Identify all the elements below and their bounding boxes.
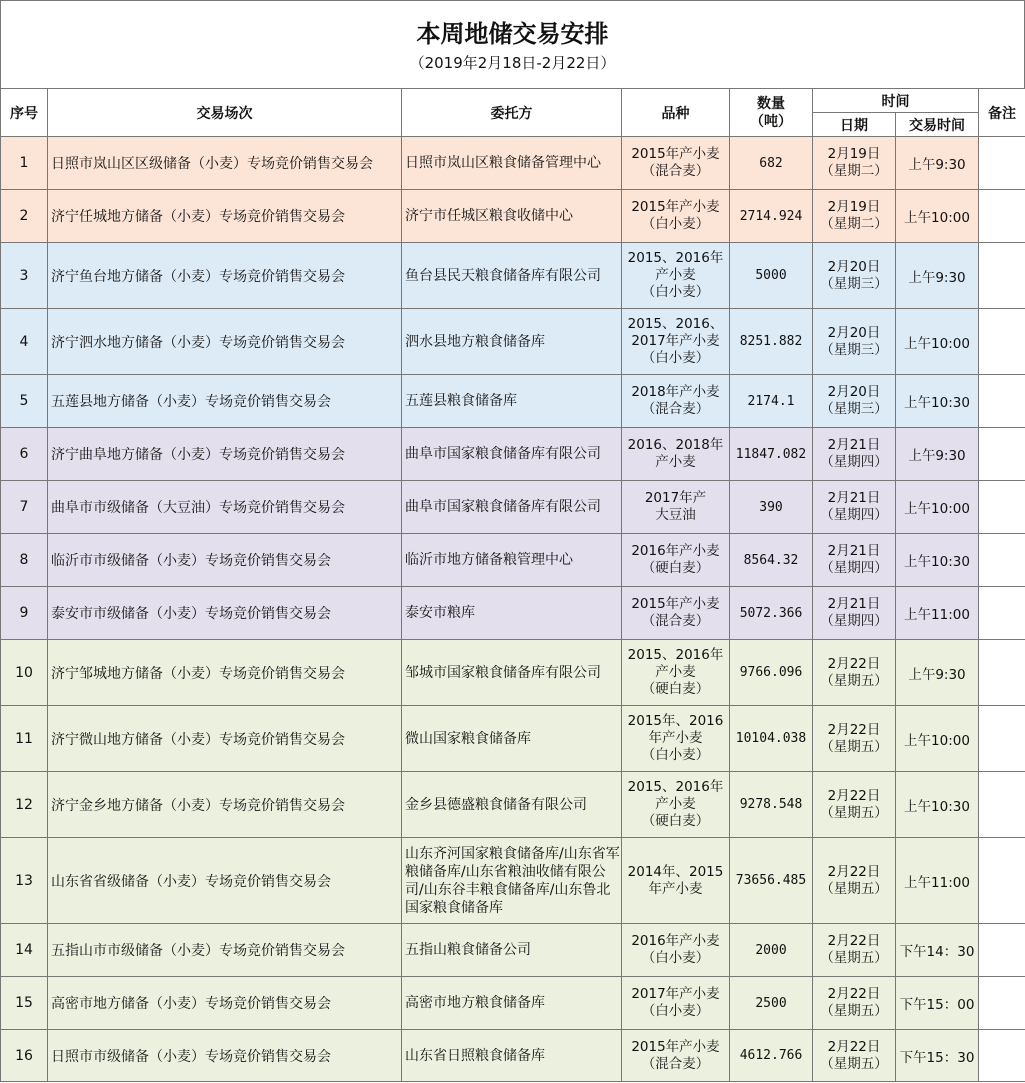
row-date: 2月21日 （星期四） <box>813 481 896 534</box>
row-note <box>979 375 1025 428</box>
row-quantity: 682 <box>730 137 813 190</box>
row-note <box>979 243 1025 309</box>
header-variety: 品种 <box>622 89 730 137</box>
table-row <box>1 137 1025 190</box>
row-date: 2月21日 （星期四） <box>813 428 896 481</box>
row-no: 14 <box>1 924 48 977</box>
row-no: 11 <box>1 706 48 772</box>
row-no: 9 <box>1 587 48 640</box>
row-note <box>979 309 1025 375</box>
row-quantity: 10104.038 <box>730 706 813 772</box>
row-quantity: 2714.924 <box>730 190 813 243</box>
page-title: 本周地储交易安排 <box>416 20 609 48</box>
row-date: 2月22日 （星期五） <box>813 1030 896 1082</box>
row-session: 五指山市市级储备（小麦）专场竞价销售交易会 <box>48 924 402 977</box>
row-no: 3 <box>1 243 48 309</box>
row-note <box>979 924 1025 977</box>
title-block <box>0 0 1025 88</box>
row-time: 上午10:00 <box>896 706 979 772</box>
row-session: 济宁微山地方储备（小麦）专场竞价销售交易会 <box>48 706 402 772</box>
row-no: 13 <box>1 838 48 924</box>
row-client: 五指山粮食储备公司 <box>402 924 622 977</box>
row-time: 上午9:30 <box>896 243 979 309</box>
row-variety: 2016、2018年 产小麦 <box>622 428 730 481</box>
row-client: 鱼台县民天粮食储备库有限公司 <box>402 243 622 309</box>
row-session: 五莲县地方储备（小麦）专场竞价销售交易会 <box>48 375 402 428</box>
table-row <box>1 706 1025 772</box>
row-no: 2 <box>1 190 48 243</box>
row-no: 16 <box>1 1030 48 1082</box>
row-quantity: 9278.548 <box>730 772 813 838</box>
table-row <box>1 772 1025 838</box>
row-date: 2月20日 （星期三） <box>813 375 896 428</box>
row-quantity: 8251.882 <box>730 309 813 375</box>
row-time: 上午11:00 <box>896 587 979 640</box>
row-session: 济宁泗水地方储备（小麦）专场竞价销售交易会 <box>48 309 402 375</box>
row-client: 微山国家粮食储备库 <box>402 706 622 772</box>
row-note <box>979 1030 1025 1082</box>
row-session: 济宁任城地方储备（小麦）专场竞价销售交易会 <box>48 190 402 243</box>
row-time: 上午10:00 <box>896 190 979 243</box>
row-variety: 2015年产小麦 （混合麦） <box>622 1030 730 1082</box>
header-session: 交易场次 <box>48 89 402 137</box>
row-variety: 2015年产小麦 （混合麦） <box>622 587 730 640</box>
row-date: 2月22日 （星期五） <box>813 977 896 1030</box>
row-session: 济宁曲阜地方储备（小麦）专场竞价销售交易会 <box>48 428 402 481</box>
table-row <box>1 1030 1025 1082</box>
row-client: 曲阜市国家粮食储备库有限公司 <box>402 481 622 534</box>
schedule-table <box>0 88 1025 1082</box>
row-variety: 2017年产 大豆油 <box>622 481 730 534</box>
header-date: 日期 <box>813 113 896 137</box>
table-row <box>1 375 1025 428</box>
row-note <box>979 640 1025 706</box>
table-row <box>1 640 1025 706</box>
row-time: 上午9:30 <box>896 640 979 706</box>
row-time: 上午10:30 <box>896 375 979 428</box>
header-no: 序号 <box>1 89 48 137</box>
row-no: 5 <box>1 375 48 428</box>
table-row <box>1 309 1025 375</box>
row-client: 临沂市地方储备粮管理中心 <box>402 534 622 587</box>
row-variety: 2014年、2015 年产小麦 <box>622 838 730 924</box>
table-row <box>1 924 1025 977</box>
row-client: 曲阜市国家粮食储备库有限公司 <box>402 428 622 481</box>
table-row <box>1 838 1025 924</box>
row-quantity: 11847.082 <box>730 428 813 481</box>
row-session: 高密市地方储备（小麦）专场竞价销售交易会 <box>48 977 402 1030</box>
row-quantity: 2174.1 <box>730 375 813 428</box>
row-time: 上午10:00 <box>896 309 979 375</box>
row-quantity: 4612.766 <box>730 1030 813 1082</box>
row-variety: 2016年产小麦 （硬白麦） <box>622 534 730 587</box>
row-client: 泗水县地方粮食储备库 <box>402 309 622 375</box>
row-no: 4 <box>1 309 48 375</box>
page-subtitle: （2019年2月18日-2月22日） <box>409 54 616 72</box>
row-time: 上午9:30 <box>896 137 979 190</box>
row-session: 济宁鱼台地方储备（小麦）专场竞价销售交易会 <box>48 243 402 309</box>
row-note <box>979 587 1025 640</box>
row-variety: 2015年产小麦 （白小麦） <box>622 190 730 243</box>
row-client: 山东省日照粮食储备库 <box>402 1030 622 1082</box>
row-date: 2月21日 （星期四） <box>813 587 896 640</box>
row-variety: 2015年产小麦 （混合麦） <box>622 137 730 190</box>
table-row <box>1 534 1025 587</box>
row-time: 上午10:00 <box>896 481 979 534</box>
row-note <box>979 137 1025 190</box>
row-date: 2月19日 （星期二） <box>813 190 896 243</box>
row-variety: 2015、2016年 产小麦 （硬白麦） <box>622 772 730 838</box>
row-date: 2月22日 （星期五） <box>813 706 896 772</box>
row-date: 2月20日 （星期三） <box>813 309 896 375</box>
header-trade-time: 交易时间 <box>896 113 979 137</box>
row-quantity: 8564.32 <box>730 534 813 587</box>
header-client: 委托方 <box>402 89 622 137</box>
table-row <box>1 481 1025 534</box>
row-date: 2月21日 （星期四） <box>813 534 896 587</box>
row-no: 7 <box>1 481 48 534</box>
header-quantity: 数量 （吨） <box>730 89 813 137</box>
row-quantity: 9766.096 <box>730 640 813 706</box>
table-row <box>1 587 1025 640</box>
header-time-group: 时间 <box>813 89 979 113</box>
table-row <box>1 243 1025 309</box>
row-variety: 2015、2016年 产小麦 （白小麦） <box>622 243 730 309</box>
row-note <box>979 428 1025 481</box>
row-session: 济宁金乡地方储备（小麦）专场竞价销售交易会 <box>48 772 402 838</box>
row-no: 10 <box>1 640 48 706</box>
row-client: 邹城市国家粮食储备库有限公司 <box>402 640 622 706</box>
row-client: 五莲县粮食储备库 <box>402 375 622 428</box>
row-time: 下午15：00 <box>896 977 979 1030</box>
row-quantity: 73656.485 <box>730 838 813 924</box>
row-session: 临沂市市级储备（小麦）专场竞价销售交易会 <box>48 534 402 587</box>
row-note <box>979 977 1025 1030</box>
row-no: 8 <box>1 534 48 587</box>
row-session: 日照市市级储备（小麦）专场竞价销售交易会 <box>48 1030 402 1082</box>
row-variety: 2015、2016、 2017年产小麦 （白小麦） <box>622 309 730 375</box>
schedule-rows <box>1 137 1025 1082</box>
row-date: 2月22日 （星期五） <box>813 838 896 924</box>
row-note <box>979 190 1025 243</box>
row-quantity: 2500 <box>730 977 813 1030</box>
table-row <box>1 190 1025 243</box>
row-quantity: 5000 <box>730 243 813 309</box>
row-variety: 2017年产小麦 （白小麦） <box>622 977 730 1030</box>
table-row <box>1 977 1025 1030</box>
row-client: 金乡县德盛粮食储备有限公司 <box>402 772 622 838</box>
row-no: 12 <box>1 772 48 838</box>
row-time: 上午10:30 <box>896 772 979 838</box>
row-client: 山东齐河国家粮食储备库/山东省军粮储备库/山东省粮油收储有限公司/山东谷丰粮食储备库/山东鲁北国家粮食储备库 <box>402 838 622 924</box>
row-note <box>979 706 1025 772</box>
row-time: 下午14：30 <box>896 924 979 977</box>
row-note <box>979 772 1025 838</box>
header-note: 备注 <box>979 89 1025 137</box>
row-note <box>979 534 1025 587</box>
row-session: 日照市岚山区区级储备（小麦）专场竞价销售交易会 <box>48 137 402 190</box>
row-quantity: 5072.366 <box>730 587 813 640</box>
row-time: 下午15：30 <box>896 1030 979 1082</box>
row-variety: 2015、2016年 产小麦 （硬白麦） <box>622 640 730 706</box>
row-quantity: 2000 <box>730 924 813 977</box>
row-date: 2月20日 （星期三） <box>813 243 896 309</box>
row-time: 上午11:00 <box>896 838 979 924</box>
row-quantity: 390 <box>730 481 813 534</box>
row-session: 曲阜市市级储备（大豆油）专场竞价销售交易会 <box>48 481 402 534</box>
row-no: 1 <box>1 137 48 190</box>
row-date: 2月19日 （星期二） <box>813 137 896 190</box>
row-client: 济宁市任城区粮食收储中心 <box>402 190 622 243</box>
row-note <box>979 481 1025 534</box>
row-date: 2月22日 （星期五） <box>813 772 896 838</box>
row-session: 济宁邹城地方储备（小麦）专场竞价销售交易会 <box>48 640 402 706</box>
row-date: 2月22日 （星期五） <box>813 924 896 977</box>
table-row <box>1 428 1025 481</box>
row-no: 15 <box>1 977 48 1030</box>
row-session: 泰安市市级储备（小麦）专场竞价销售交易会 <box>48 587 402 640</box>
row-time: 上午9:30 <box>896 428 979 481</box>
row-session: 山东省省级储备（小麦）专场竞价销售交易会 <box>48 838 402 924</box>
row-note <box>979 838 1025 924</box>
row-client: 日照市岚山区粮食储备管理中心 <box>402 137 622 190</box>
row-date: 2月22日 （星期五） <box>813 640 896 706</box>
row-no: 6 <box>1 428 48 481</box>
row-client: 泰安市粮库 <box>402 587 622 640</box>
row-variety: 2018年产小麦 （混合麦） <box>622 375 730 428</box>
row-variety: 2015年、2016 年产小麦 （白小麦） <box>622 706 730 772</box>
row-client: 高密市地方粮食储备库 <box>402 977 622 1030</box>
row-time: 上午10:30 <box>896 534 979 587</box>
row-variety: 2016年产小麦 （白小麦） <box>622 924 730 977</box>
